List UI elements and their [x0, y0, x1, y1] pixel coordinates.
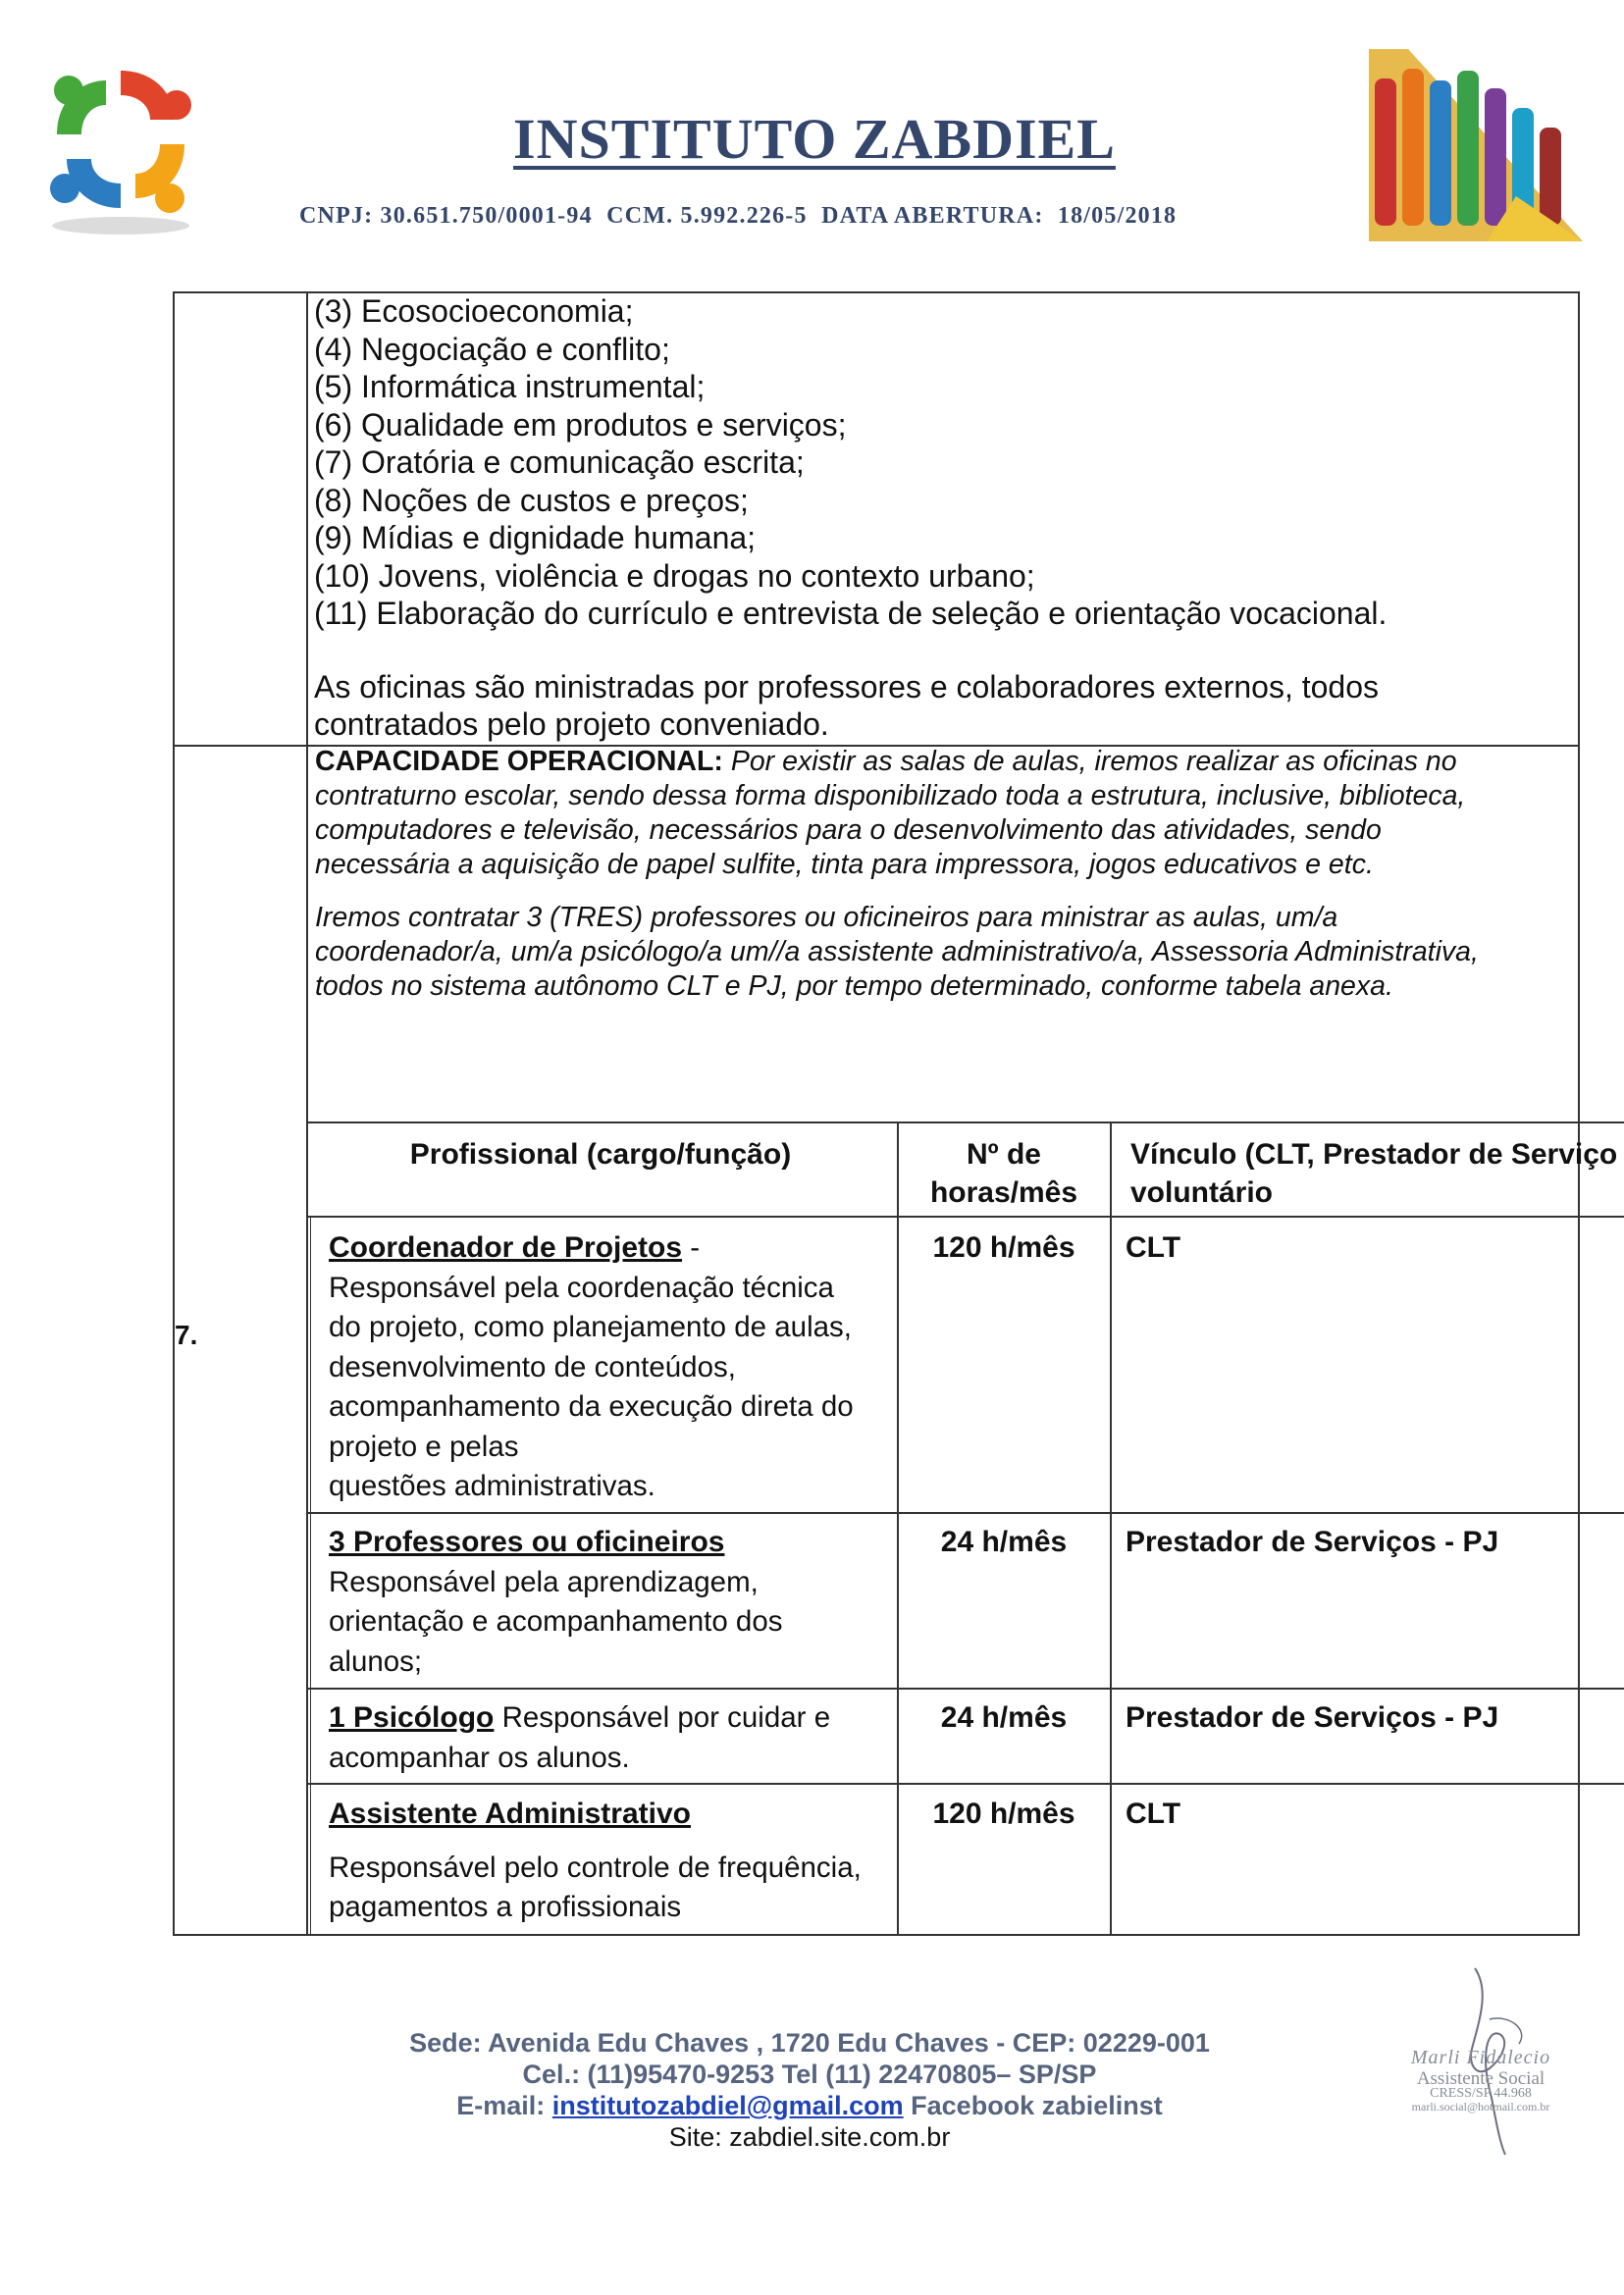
course-item: (11) Elaboração do currículo e entrevista de seleção e orientação vocacional. [314, 596, 1388, 631]
course-item: (8) Noções de custos e preços; [314, 482, 749, 518]
header-hours: Nº de horas/mês [929, 1138, 1078, 1209]
table-row-divider [306, 1512, 1624, 1514]
course-item: (7) Oratória e comunicação escrita; [314, 444, 805, 480]
table-row-divider [306, 1688, 1624, 1690]
frame-bottom [173, 1934, 1578, 1936]
role-desc: Responsável pela coordenação técnica [329, 1271, 834, 1304]
row-hours: 24 h/mês [940, 1701, 1068, 1734]
course-item: (4) Negociação e conflito; [314, 331, 670, 367]
footer-address: Sede: Avenida Edu Chaves , 1720 Edu Chaves - CEP: 02229-001 [409, 2028, 1210, 2058]
footer-contact: E-mail: institutozabdiel@gmail.com Facebook zabielinst [456, 2091, 1163, 2120]
capacity-text: Por existir as salas de aulas, iremos realizar as oficinas no [722, 746, 1457, 777]
row-hours: 120 h/mês [932, 1798, 1075, 1830]
role-desc: alunos; [329, 1644, 423, 1678]
role-desc: Responsável pela aprendizagem, [329, 1565, 759, 1598]
hands-logo-right [1369, 49, 1583, 241]
capacity-text: contraturno escolar, sendo dessa forma disponibilizado toda a estrutura, inclusive, biblioteca, [315, 780, 1466, 811]
footer-phones: Cel.: (11)95470-9253 Tel (11) 22470805– SP/SP [522, 2060, 1097, 2089]
hiring-text: todos no sistema autônomo CLT e PJ, por tempo determinado, conforme tabela anexa. [315, 970, 1393, 1002]
role-desc: desenvolvimento de conteúdos, [329, 1350, 736, 1383]
table-col-link [1110, 1121, 1112, 1936]
role-desc: acompanhamento da execução direta do [329, 1390, 854, 1423]
table-row-role [329, 1795, 888, 1928]
footer-site: Site: zabdiel.site.com.br [668, 2122, 951, 2152]
table-row-role [329, 1523, 888, 1682]
role-desc: questões administrativas. [329, 1470, 655, 1502]
role-desc: orientação e acompanhamento dos [329, 1605, 783, 1638]
table-row-role: 1 Psicólogo Responsável por cuidar e acompanhar os alunos. [329, 1701, 831, 1774]
table-row-role: Coordenador de Projetos - Responsável pela coordenação técnica do projeto, como planejamento de aulas, desenvolvimento de conteúdos, acompanhamento da execução direta do projeto e pelas questões administrativas. [329, 1231, 854, 1502]
stamp-registry: CRESS/SP 44.968 [1430, 2086, 1532, 2101]
role-desc: projeto e pelas [329, 1430, 519, 1463]
footer [353, 2027, 1266, 2153]
institute-title: INSTITUTO ZABDIEL [513, 107, 1116, 171]
capacity-text: computadores e televisão, necessários para o desenvolvimento das atividades, sendo [315, 814, 1382, 846]
row-link: CLT [1126, 1798, 1181, 1830]
email-link[interactable]: institutozabdiel@gmail.com [551, 2091, 904, 2120]
capacity-text: necessária a aquisição de papel sulfite, tinta para impressora, jogos educativos e etc. [315, 849, 1374, 880]
stamp-name: Marli Fidalecio [1410, 2047, 1551, 2068]
row-hours: 24 h/mês [940, 1526, 1068, 1558]
table-row-divider [306, 1783, 1624, 1785]
role-desc: Responsável pelo controle de frequência, [329, 1851, 862, 1884]
stamp-contact: marli.social@hotmail.com.br [1411, 2100, 1550, 2113]
stamp-role: Assistente Social [1416, 2068, 1545, 2089]
row-hours: 120 h/mês [932, 1231, 1075, 1264]
workshops-note: contratados pelo projeto conveniado. [314, 706, 829, 742]
course-list [314, 292, 1580, 744]
capacity-label: CAPACIDADE OPERACIONAL: [315, 746, 723, 777]
row-link: Prestador de Serviços - PJ [1126, 1526, 1499, 1558]
workshops-note: As oficinas são ministradas por professores e colaboradores externos, todos [314, 668, 1379, 704]
row-link: Prestador de Serviços - PJ [1126, 1701, 1499, 1734]
header-role: Profissional (cargo/função) [409, 1138, 792, 1171]
role-name: Coordenador de Projetos [329, 1231, 683, 1264]
frame-col-divider-inner [310, 1217, 311, 1936]
registration-info: CNPJ: 30.651.750/0001-94 CCM. 5.992.226-5 DATA ABERTURA: 18/05/2018 [299, 203, 1178, 229]
social-worker-stamp [1382, 1960, 1578, 2157]
hiring-text: Iremos contratar 3 (TRES) professores ou oficineiros para ministrar as aulas, um/a [315, 902, 1338, 933]
role-desc: pagamentos a profissionais [329, 1891, 682, 1923]
course-item: (9) Mídias e dignidade humana; [314, 520, 757, 555]
frame-left [173, 291, 175, 1936]
frame-right-mid [1578, 745, 1580, 1122]
role-name: Assistente Administrativo [329, 1798, 691, 1830]
capacity-section [315, 745, 1576, 1022]
role-desc: acompanhar os alunos. [329, 1741, 630, 1774]
course-item: (5) Informática instrumental; [314, 369, 706, 404]
institute-logo-left [27, 51, 214, 237]
role-desc: do projeto, como planejamento de aulas, [329, 1311, 852, 1343]
row-link: CLT [1126, 1231, 1181, 1264]
course-item: (6) Qualidade em produtos e serviços; [314, 406, 847, 443]
course-item: (3) Ecosocioeconomia; [314, 293, 634, 329]
section-number: 7. [175, 1320, 198, 1350]
course-item: (10) Jovens, violência e drogas no contexto urbano; [314, 557, 1035, 594]
header-link: Vínculo (CLT, Prestador de Serviço voluntário [1130, 1138, 1618, 1209]
table-col-right [1578, 1121, 1580, 1936]
table-top [306, 1121, 1624, 1123]
role-name: 1 Psicólogo [329, 1701, 495, 1734]
hiring-text: coordenador/a, um/a psicólogo/a um//a assistente administrativo/a, Assessoria Administrativa, [315, 936, 1479, 967]
role-name: 3 Professores ou oficineiros [329, 1526, 725, 1558]
table-header-bottom [306, 1216, 1624, 1218]
